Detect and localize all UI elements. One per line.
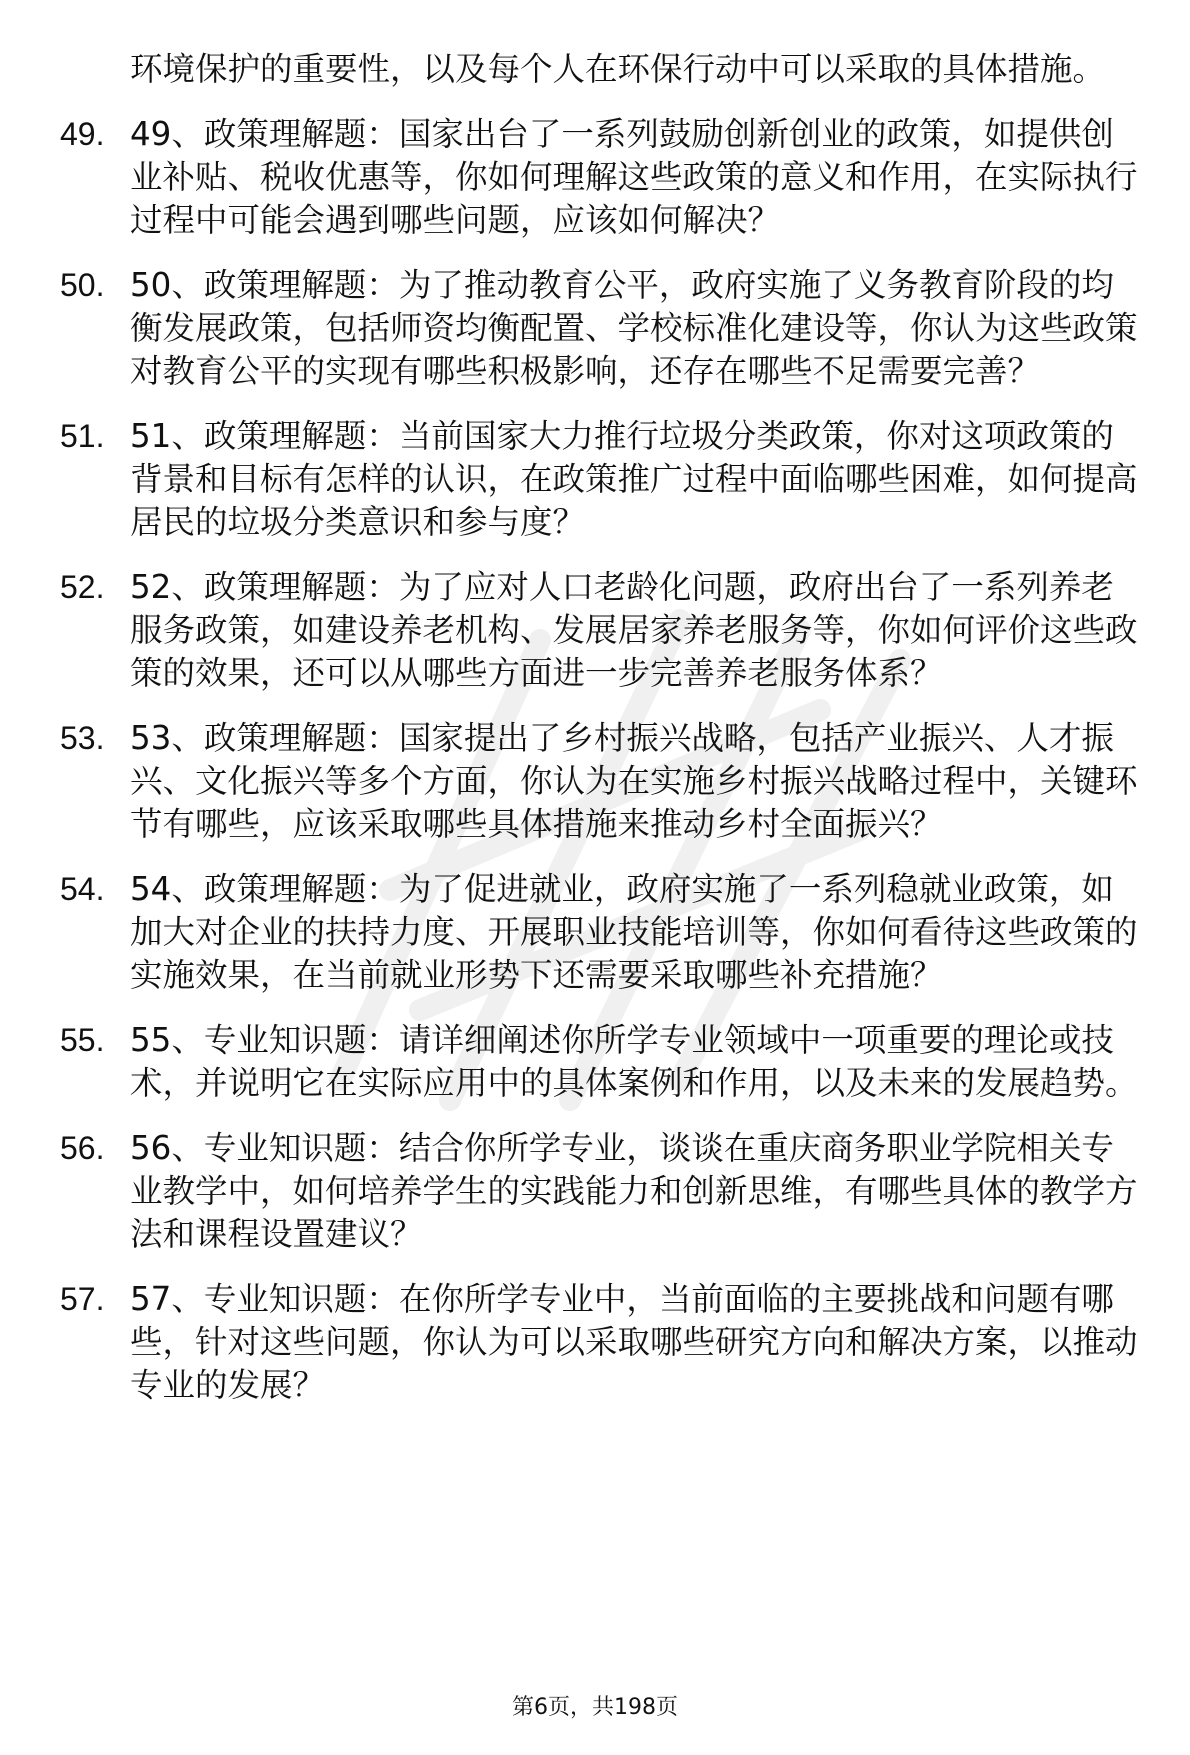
- question-content: [60, 48, 1145, 1429]
- list-item: [60, 1278, 1145, 1407]
- item-text: 55、专业知识题：请详细阐述你所学专业领域中一项重要的理论或技术，并说明它在实际应用中的具体案例和作用，以及未来的发展趋势。: [130, 1021, 1138, 1102]
- question-list: [60, 113, 1145, 1407]
- list-item: [60, 1019, 1145, 1105]
- item-number: 53.: [60, 720, 105, 756]
- item-number: 54.: [60, 871, 105, 907]
- list-item: [60, 868, 1145, 997]
- item-text: 49、政策理解题：国家出台了一系列鼓励创新创业的政策，如提供创业补贴、税收优惠等，你如何理解这些政策的意义和作用，在实际执行过程中可能会遇到哪些问题，应该如何解决？: [130, 115, 1138, 239]
- item-text: 57、专业知识题：在你所学专业中，当前面临的主要挑战和问题有哪些，针对这些问题，你认为可以采取哪些研究方向和解决方案，以推动专业的发展？: [130, 1280, 1138, 1404]
- item-number: 57.: [60, 1281, 105, 1317]
- item-text: 52、政策理解题：为了应对人口老龄化问题，政府出台了一系列养老服务政策，如建设养老机构、发展居家养老服务等，你如何评价这些政策的效果，还可以从哪些方面进一步完善养老服务体系？: [130, 568, 1138, 692]
- item-number: 56.: [60, 1130, 105, 1166]
- item-text: 50、政策理解题：为了推动教育公平，政府实施了义务教育阶段的均衡发展政策，包括师资均衡配置、学校标准化建设等，你认为这些政策对教育公平的实现有哪些积极影响，还存在哪些不足需要完善？: [130, 266, 1138, 390]
- item-number: 49.: [60, 116, 105, 152]
- item-text: 56、专业知识题：结合你所学专业，谈谈在重庆商务职业学院相关专业教学中，如何培养学生的实践能力和创新思维，有哪些具体的教学方法和课程设置建议？: [130, 1129, 1138, 1253]
- item-number: 51.: [60, 418, 105, 454]
- item-number: 50.: [60, 267, 105, 303]
- continued-paragraph: 环境保护的重要性，以及每个人在环保行动中可以采取的具体措施。: [130, 50, 1106, 88]
- list-item: [60, 566, 1145, 695]
- item-number: 55.: [60, 1022, 105, 1058]
- item-text: 54、政策理解题：为了促进就业，政府实施了一系列稳就业政策，如加大对企业的扶持力度、开展职业技能培训等，你如何看待这些政策的实施效果，在当前就业形势下还需要采取哪些补充措施？: [130, 870, 1138, 994]
- item-text: 51、政策理解题：当前国家大力推行垃圾分类政策，你对这项政策的背景和目标有怎样的认识，在政策推广过程中面临哪些困难，如何提高居民的垃圾分类意识和参与度？: [130, 417, 1138, 541]
- list-item: [60, 264, 1145, 393]
- list-item: [60, 415, 1145, 544]
- item-text: 53、政策理解题：国家提出了乡村振兴战略，包括产业振兴、人才振兴、文化振兴等多个方面，你认为在实施乡村振兴战略过程中，关键环节有哪些，应该采取哪些具体措施来推动乡村全面振兴？: [130, 719, 1138, 843]
- item-number: 52.: [60, 569, 105, 605]
- list-item: [60, 1127, 1145, 1256]
- list-item: [60, 717, 1145, 846]
- list-item: [60, 113, 1145, 242]
- page-footer: 第6页，共198页: [512, 1695, 678, 1720]
